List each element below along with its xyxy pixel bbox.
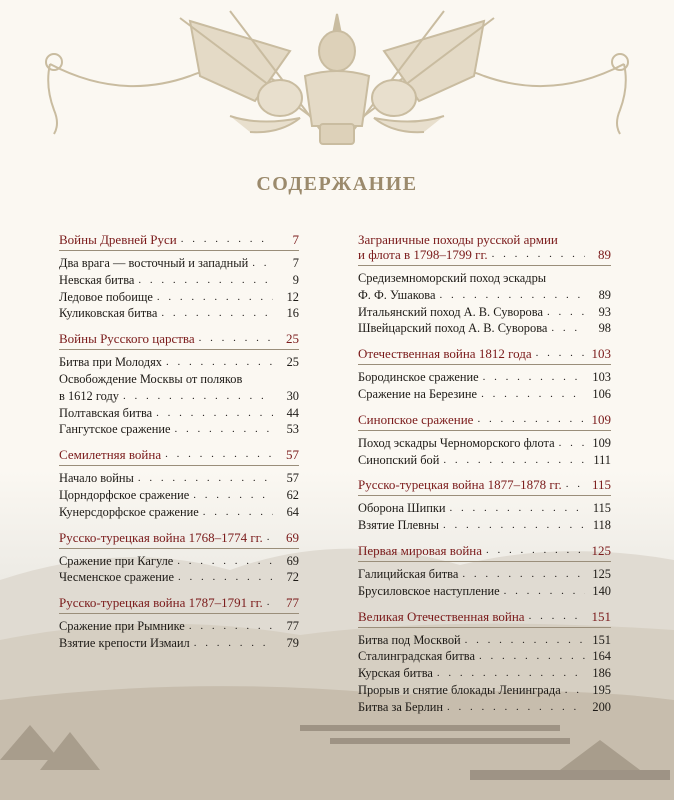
entry-title: Битва при Молодях [59, 355, 162, 370]
dot-leader [165, 447, 273, 462]
page-number: 9 [292, 272, 299, 287]
toc-section [59, 232, 299, 322]
toc-entry[interactable] [358, 369, 611, 386]
dot-leader [161, 305, 273, 322]
dot-leader [477, 412, 585, 427]
entry-title: Битва под Москвой [358, 632, 461, 647]
entry-title: Куликовская битва [59, 306, 158, 321]
dot-leader [156, 405, 273, 422]
page-number: 103 [592, 370, 611, 385]
entry-title: Начало войны [59, 471, 134, 486]
section-heading-title: Первая мировая война [358, 542, 483, 558]
entry-title: Сражение при Кагуле [59, 553, 174, 568]
toc-entry[interactable] [59, 371, 299, 405]
toc-entry[interactable] [358, 699, 611, 716]
page-number: 109 [592, 435, 611, 450]
dot-leader [536, 346, 585, 361]
toc-section [59, 530, 299, 587]
page-number: 164 [592, 649, 611, 664]
entry-title: Цорндорфское сражение [59, 487, 190, 502]
dot-leader [483, 369, 585, 386]
entry-title: Ледовое побоище [59, 289, 153, 304]
entry-title: Невская битва [59, 272, 135, 287]
page-number: 12 [286, 289, 299, 304]
page-number: 25 [286, 355, 299, 370]
dot-leader [547, 304, 585, 321]
dot-leader [437, 665, 585, 682]
section-heading[interactable] [59, 447, 299, 466]
section-heading-title: Семилетняя война [59, 447, 162, 463]
toc-entry[interactable] [59, 272, 299, 289]
page-number: 186 [592, 666, 611, 681]
section-heading[interactable] [59, 232, 299, 251]
entry-last-line [59, 388, 299, 405]
dot-leader [252, 255, 273, 272]
page-title: СОДЕРЖАНИЕ [256, 173, 418, 195]
toc-right-column [358, 232, 611, 725]
entry-title: Синопский бой [358, 452, 440, 467]
entry-title: Сражение при Рымнике [59, 619, 185, 634]
toc-entry[interactable] [59, 405, 299, 422]
page-number: 79 [286, 635, 299, 650]
dot-leader [193, 487, 273, 504]
entry-title-line: Ф. Ф. Ушакова [358, 287, 436, 302]
page-number: 109 [591, 411, 611, 427]
entry-title: Сражение на Березине [358, 386, 478, 401]
dot-leader [529, 609, 585, 624]
entry-title-line: Средиземноморский поход эскадры [358, 271, 547, 285]
dot-leader [462, 566, 585, 583]
toc-entry[interactable] [358, 500, 611, 517]
toc-entry[interactable] [59, 255, 299, 272]
dot-leader [157, 289, 273, 306]
dot-leader [123, 388, 273, 405]
toc-entry[interactable] [358, 270, 611, 304]
page-number: 140 [592, 583, 611, 598]
dot-leader [175, 421, 273, 438]
toc-entry[interactable] [59, 553, 299, 570]
toc-entry[interactable] [59, 421, 299, 438]
toc-entry[interactable] [358, 566, 611, 583]
entry-title-line: Заграничные походы русской армии [358, 232, 558, 247]
page-number: 103 [591, 346, 611, 362]
entry-title: Оборона Шипки [358, 501, 446, 516]
section-heading[interactable] [358, 543, 611, 562]
dot-leader [565, 682, 585, 699]
page-number: 72 [286, 570, 299, 585]
section-heading[interactable] [358, 412, 611, 431]
section-heading[interactable] [358, 346, 611, 365]
entry-title: Брусиловское наступление [358, 583, 500, 598]
page-number: 64 [286, 504, 299, 519]
dot-leader [486, 543, 585, 558]
toc-entry[interactable] [358, 517, 611, 534]
toc-section [358, 543, 611, 600]
page-number: 69 [286, 529, 299, 545]
toc-section [358, 346, 611, 403]
dot-leader [443, 517, 585, 534]
page-number: 118 [592, 518, 611, 533]
entry-title: Бородинское сражение [358, 370, 479, 385]
section-heading[interactable] [358, 232, 611, 266]
entry-title: Два врага — восточный и западный [59, 256, 249, 270]
dot-leader [465, 632, 585, 649]
dot-leader [559, 435, 585, 452]
entry-title: Галицийская битва [358, 566, 459, 581]
toc-section [59, 331, 299, 438]
dot-leader [443, 452, 585, 469]
section-heading-title: Русско-турецкая война 1768–1774 гг. [59, 529, 263, 545]
dot-leader [492, 247, 585, 262]
page-number: 111 [593, 452, 611, 467]
page-number: 151 [591, 608, 611, 624]
page-number: 115 [591, 477, 611, 493]
section-heading-title: Синопское сражение [358, 411, 474, 427]
toc-entry[interactable] [358, 452, 611, 469]
dot-leader [199, 331, 273, 346]
page-number: 16 [286, 306, 299, 321]
section-heading-title: Русско-турецкая война 1787–1791 гг. [59, 595, 263, 611]
dot-leader [267, 530, 273, 545]
section-heading-title: Войны Древней Руси [59, 232, 177, 247]
page-number: 53 [286, 422, 299, 437]
dot-leader [267, 595, 273, 610]
dot-leader [504, 583, 585, 600]
page-number: 69 [286, 553, 299, 568]
page-number: 62 [286, 487, 299, 502]
toc-entry[interactable] [358, 320, 611, 337]
page-number: 7 [292, 232, 299, 247]
entry-title: Взятие крепости Измаил [59, 635, 190, 650]
toc-entry[interactable] [358, 435, 611, 452]
dot-leader [166, 354, 273, 371]
entry-title: Чесменское сражение [59, 570, 175, 585]
entry-title: Сталинградская битва [358, 649, 475, 664]
page-number: 151 [592, 632, 611, 647]
page-number: 77 [286, 619, 299, 634]
page-number: 77 [286, 595, 299, 611]
toc-entry[interactable] [59, 305, 299, 322]
page-number: 89 [598, 287, 611, 302]
entry-last-line [358, 287, 611, 304]
toc-entry[interactable] [358, 648, 611, 665]
toc-entry[interactable] [59, 354, 299, 371]
page-number: 57 [286, 471, 299, 486]
dot-leader [194, 635, 273, 652]
toc-entry[interactable] [59, 504, 299, 521]
page-number: 25 [286, 331, 299, 347]
toc-entry[interactable] [358, 632, 611, 649]
section-heading-title: Войны Русского царства [59, 331, 195, 347]
entry-title: Взятие Плевны [358, 518, 439, 533]
toc-entry[interactable] [59, 470, 299, 487]
section-heading-title: Русско-турецкая война 1877–1878 гг. [358, 477, 562, 493]
entry-title-line: и флота в 1798–1799 гг. [358, 247, 488, 262]
page-number: 200 [592, 699, 611, 714]
entry-last-line [358, 247, 611, 262]
dot-leader [181, 232, 273, 247]
entry-title: Полтавская битва [59, 405, 153, 420]
dot-leader [439, 287, 585, 304]
toc-entry[interactable] [358, 682, 611, 699]
toc-entry[interactable] [59, 618, 299, 635]
dot-leader [203, 504, 273, 521]
page-number: 30 [286, 388, 299, 403]
page-number: 98 [598, 321, 611, 336]
toc-section [358, 232, 611, 337]
entry-title: Гангутское сражение [59, 422, 171, 437]
dot-leader [189, 618, 273, 635]
toc-entry[interactable] [358, 583, 611, 600]
section-heading-title: Отечественная война 1812 года [358, 346, 532, 362]
toc-section [358, 609, 611, 716]
dot-leader [551, 320, 585, 337]
page-number: 125 [591, 542, 611, 558]
toc-entry[interactable] [358, 304, 611, 321]
toc-section [358, 412, 611, 469]
page-number: 89 [598, 247, 611, 262]
military-trophy-emblem [40, 6, 634, 156]
page-number: 125 [592, 566, 611, 581]
dot-leader [138, 272, 273, 289]
page-number: 195 [592, 682, 611, 697]
page-number: 57 [286, 447, 299, 463]
dot-leader [481, 386, 585, 403]
dot-leader [479, 648, 585, 665]
entry-title: Итальянский поход А. В. Суворова [358, 304, 543, 319]
entry-title: Битва за Берлин [358, 699, 444, 714]
dot-leader [178, 569, 273, 586]
section-heading[interactable] [358, 609, 611, 628]
section-heading-title: Великая Отечественная война [358, 608, 525, 624]
entry-title: Прорыв и снятие блокады Ленинграда [358, 682, 561, 697]
page-number: 115 [592, 501, 611, 516]
toc-entry[interactable] [358, 386, 611, 403]
entry-title-line: в 1612 году [59, 388, 119, 403]
toc-entry[interactable] [59, 635, 299, 652]
toc-entry[interactable] [59, 569, 299, 586]
dot-leader [449, 500, 585, 517]
page-number: 44 [286, 405, 299, 420]
toc-entry[interactable] [59, 289, 299, 306]
section-heading[interactable] [59, 530, 299, 549]
entry-title: Курская битва [358, 666, 433, 681]
toc-entry[interactable] [358, 665, 611, 682]
dot-leader [566, 477, 585, 492]
toc-entry[interactable] [59, 487, 299, 504]
entry-title: Швейцарский поход А. В. Суворова [358, 321, 548, 336]
page-number: 7 [292, 256, 299, 270]
section-heading[interactable] [358, 477, 611, 496]
page-number: 93 [598, 304, 611, 319]
dot-leader [177, 553, 273, 570]
section-heading[interactable] [59, 595, 299, 614]
section-heading[interactable] [59, 331, 299, 350]
entry-title: Кунерсдорфское сражение [59, 504, 199, 519]
entry-title-line: Освобождение Москвы от поляков [59, 371, 243, 386]
dot-leader [447, 699, 585, 716]
toc-left-column [59, 232, 299, 661]
toc-section [358, 477, 611, 534]
page-number: 106 [592, 386, 611, 401]
toc-section [59, 595, 299, 652]
toc-section [59, 447, 299, 520]
entry-title: Поход эскадры Черноморского флота [358, 435, 555, 450]
dot-leader [138, 470, 273, 487]
